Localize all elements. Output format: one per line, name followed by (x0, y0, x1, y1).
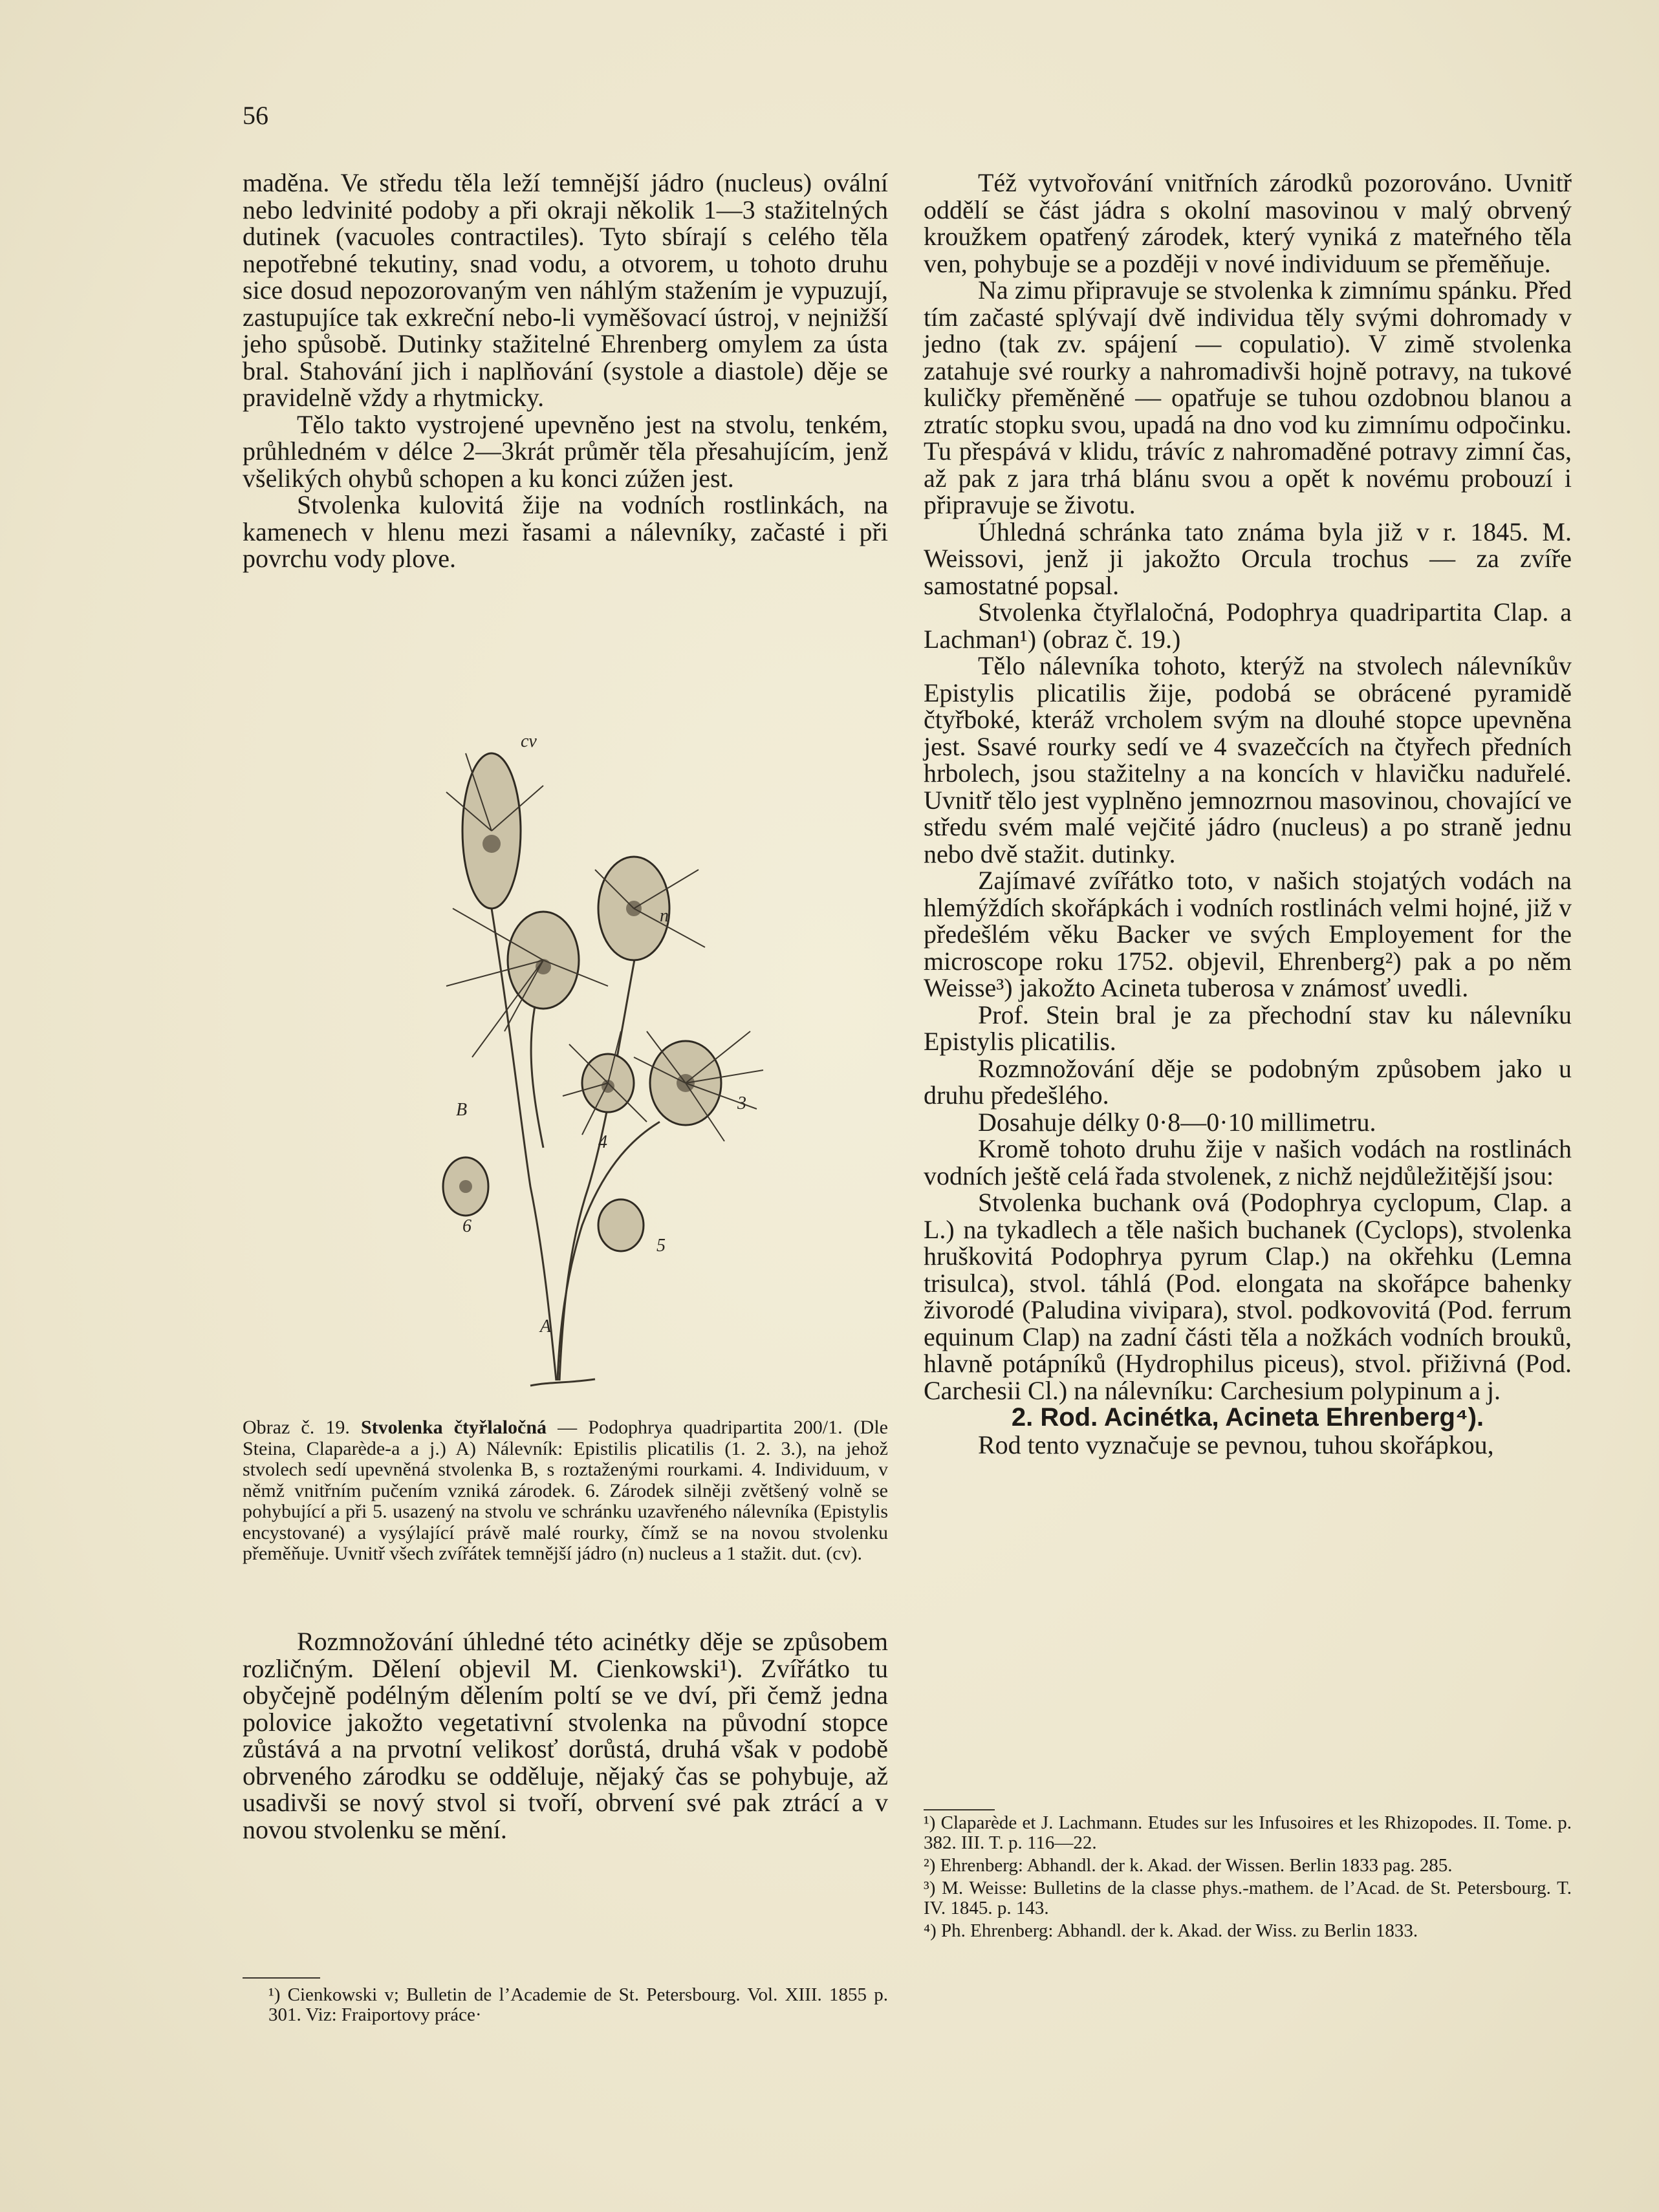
right-column (924, 169, 1572, 1458)
paragraph: Na zimu připravuje se stvolenka k zimnímu spánku. Před tím začasté splývají dvě individua těly svými dohromady v jedno (tak zv. spájení — copulatio). V zimě stvolenka zatahuje své rourky a nahromadivši hojně potravy, na tukové kuličky přeměněné — opatřuje se tuhou ozdobnou blanou a ztratíc stopku svou, upadá na dno vod ku zimnímu odpočinku. Tu přespává v klidu, trávíc z nahromaděné potravy zimní čas, až pak z jara trhá blánu svou a opět k novému probouzí i připravuje se životu. (924, 275, 1572, 519)
paragraph: maděna. Ve středu těla leží temnější jádro (nucleus) ovální nebo ledvinité podoby a při okraji několik 1—3 stažitelných dutinek (vacuoles contractiles). Tyto sbírají s celého těla nepotřebné tekutiny, snad vodu, a otvorem, u tohoto druhu sice dosud nepozorovaným ven náhlým stažením je vypuzují, zastupujíce tak exkreční nebo-li vyměšovací ústroj, v nejnižší jeho spůsobě. Dutinky stažitelné Ehrenberg omylem za ústa bral. Stahování jich i naplňování (systole a diastole) děje se pravidelně vždy a rhytmicky. (243, 168, 888, 412)
section-heading (924, 1404, 1572, 1432)
paragraph: Stvolenka kulovitá žije na vodních rostlinkách, na kamenech v hlenu mezi řasami a nálevníky, začasté i při povrchu vody plove. (243, 490, 888, 573)
footnote: ⁴) Ph. Ehrenberg: Abhandl. der k. Akad. der Wiss. zu Berlin 1833. (924, 1920, 1418, 1941)
embryo-body (598, 1199, 644, 1251)
paragraph: Dosahuje délky 0·8—0·10 millimetru. (978, 1107, 1376, 1137)
footnote: ³) M. Weisse: Bulletins de la classe phys.-mathem. de l’Acad. de St. Petersbourg. T. IV. 1845. p. 143. (924, 1878, 1572, 1918)
footnote: ²) Ehrenberg: Abhandl. der k. Akad. der Wissen. Berlin 1833 pag. 285. (924, 1855, 1453, 1876)
footnote-divider (924, 1809, 995, 1810)
paragraph: Stvolenka buchank ová (Podophrya cyclopum, Clap. a L.) na tykadlech a těle našich buchanek (Cyclops), stvolenka hruškovitá Podophrya pyrum Clap.) na okřehku (Lemna trisulca), stvol. táhlá (Pod. elongata na skořápce bahenky živorodé (Paludina vivipara), stvol. podkovovitá (Pod. ferrum equinum Clap) na zadní části těla a nožkách vodních brouků, hlavně potápníků (Hydrophilus piceus), stvol. přiživná (Pod. Carchesii Cl.) na nálevníku: Carchesium polypinum a j. (924, 1188, 1572, 1405)
left-footnotes (243, 1985, 888, 2028)
caption-prefix: Obraz č. 19. (243, 1417, 350, 1438)
footnote: ¹) Claparède et J. Lachmann. Etudes sur les Infusoires et les Rhizopodes. II. Tome. p. 382. III. T. p. 116—22. (924, 1812, 1572, 1853)
figure-label: 5 (656, 1236, 666, 1256)
caption-title: Stvolenka čtyřlaločná (360, 1417, 547, 1438)
footnote: ¹) Cienkowski v; Bulletin de l’Academie de St. Petersbourg. Vol. XIII. 1855 p. 301. Viz: Fraiportovy práce· (268, 1984, 888, 2025)
paragraph: Rozmnožování úhledné této acinétky děje se způsobem rozličným. Dělení objevil M. Cienkowski¹). Zvířátko tu obyčejně podélným dělením poltí se ve dví, při čemž jedna polovice jakožto vegetativní stvolenka na původní stopce zůstává a na prvotní velikosť dorůstá, druhá však v podobě obrveného zárodku se odděluje, nějaký čas se pohybuje, až usadivši se nový stvol si tvoří, obrvení své pak ztrácí a v novou stvolenku se mění. (243, 1627, 888, 1844)
figure-label: n (660, 906, 669, 926)
figure-label: 3 (737, 1093, 746, 1113)
paragraph: Rod tento vyznačuje se pevnou, tuhou skořápkou, (978, 1430, 1494, 1459)
figure-illustration (336, 695, 828, 1419)
figure-label: A (540, 1316, 552, 1337)
paragraph: Tělo nálevníka tohoto, kterýž na stvolech nálevníkův Epistylis plicatilis žije, podobá se obrácené pyramidě čtyřboké, kteráž vrcholem svým na dlouhé stopce upevněna jest. Ssavé rourky sedí ve 4 svazečcích na čtyřech předních hrbolech, jsou stažitelny a na koncích v hlavičku naduřelé. Uvnitř tělo jest vyplněno jemnozrnou masovinou, chovající ve středu svém malé vejčité jádro (nucleus) a po straně jednu nebo dvě stažit. dutinky. (924, 651, 1572, 868)
paragraph: Rozmnožování děje se podobným způsobem jako u druhu předešlého. (924, 1053, 1572, 1110)
paragraph: Tělo takto vystrojené upevněno jest na stvolu, tenkém, průhledném v délce 2—3krát průměr těla přesahujícím, jenž všelikých ohybů schopen a ku konci zúžen jest. (243, 409, 888, 493)
paragraph: Stvolenka čtyřlaločná, Podophrya quadripartita Clap. a Lachman¹) (obraz č. 19.) (924, 597, 1572, 654)
paragraph: Též vytvořování vnitřních zárodků pozorováno. Uvnitř oddělí se část jádra s okolní masovinou v malý obrvený kroužkem opatřený zárodek, který vyniká z mateřného těla ven, pohybuje se a později v nové individuum se přeměňuje. (924, 168, 1572, 278)
paragraph: Kromě tohoto druhu žije v našich vodách na rostlinách vodních ještě celá řada stvolenek, z nichž nejdůležitější jsou: (924, 1134, 1572, 1190)
section-heading-text: 2. Rod. Acinétka, Acineta Ehrenberg⁴). (1011, 1403, 1484, 1432)
paragraph: Prof. Stein bral je za přechodní stav ku nálevníku Epistylis plicatilis. (924, 1000, 1572, 1056)
figure-label: 6 (462, 1216, 472, 1236)
caption-text: — Podophrya quadripartita 200/1. (Dle Steina, Claparède-a a j.) A) Nálevník: Epistilis plicatilis (1. 2. 3.), na jehož stvolech sedí upevněná stvolenka B, s roztaženými rourkami. 4. Individuum, v němž vnitřním pučením vzniká zárodek. 6. Zárodek silněji zvětšený volně se pohybující a při 5. usazený na stvolu ve schránku uzavřeného nálevníka (Epistylis encystované) a vysýlající právě malé rourky, čímž se na novou stvolenku přeměňuje. Uvnitř všech zvířátek temnější jádro (n) nucleus a 1 stažit. dut. (cv). (243, 1417, 888, 1564)
footnote-divider (243, 1977, 320, 1979)
figure-caption (243, 1417, 888, 1565)
paragraph: Zajímavé zvířátko toto, v našich stojatých vodách na hlemýždích skořápkách i vodních rostlinách velmi hojné, již v předešlém věku Backer ve svých Employement for the microscope roku 1752. objevil, Ehrenberg²) pak a po něm Weisse³) jakožto Acineta tuberosa v známosť uvedli. (924, 866, 1572, 1002)
stalk (559, 928, 640, 1380)
figure-label: cv (521, 731, 537, 751)
left-lower-paragraph (243, 1628, 888, 1843)
left-column (243, 169, 888, 572)
right-footnotes (924, 1813, 1572, 1944)
figure-label: B (456, 1100, 468, 1120)
figure-label: 4 (598, 1132, 607, 1152)
paragraph: Úhledná schránka tato známa byla již v r. 1845. M. Weissovi, jenž ji jakožto Orcula trochus — za zvíře samostatné popsal. (924, 517, 1572, 600)
page-number: 56 (243, 101, 268, 130)
nucleus (483, 835, 501, 853)
